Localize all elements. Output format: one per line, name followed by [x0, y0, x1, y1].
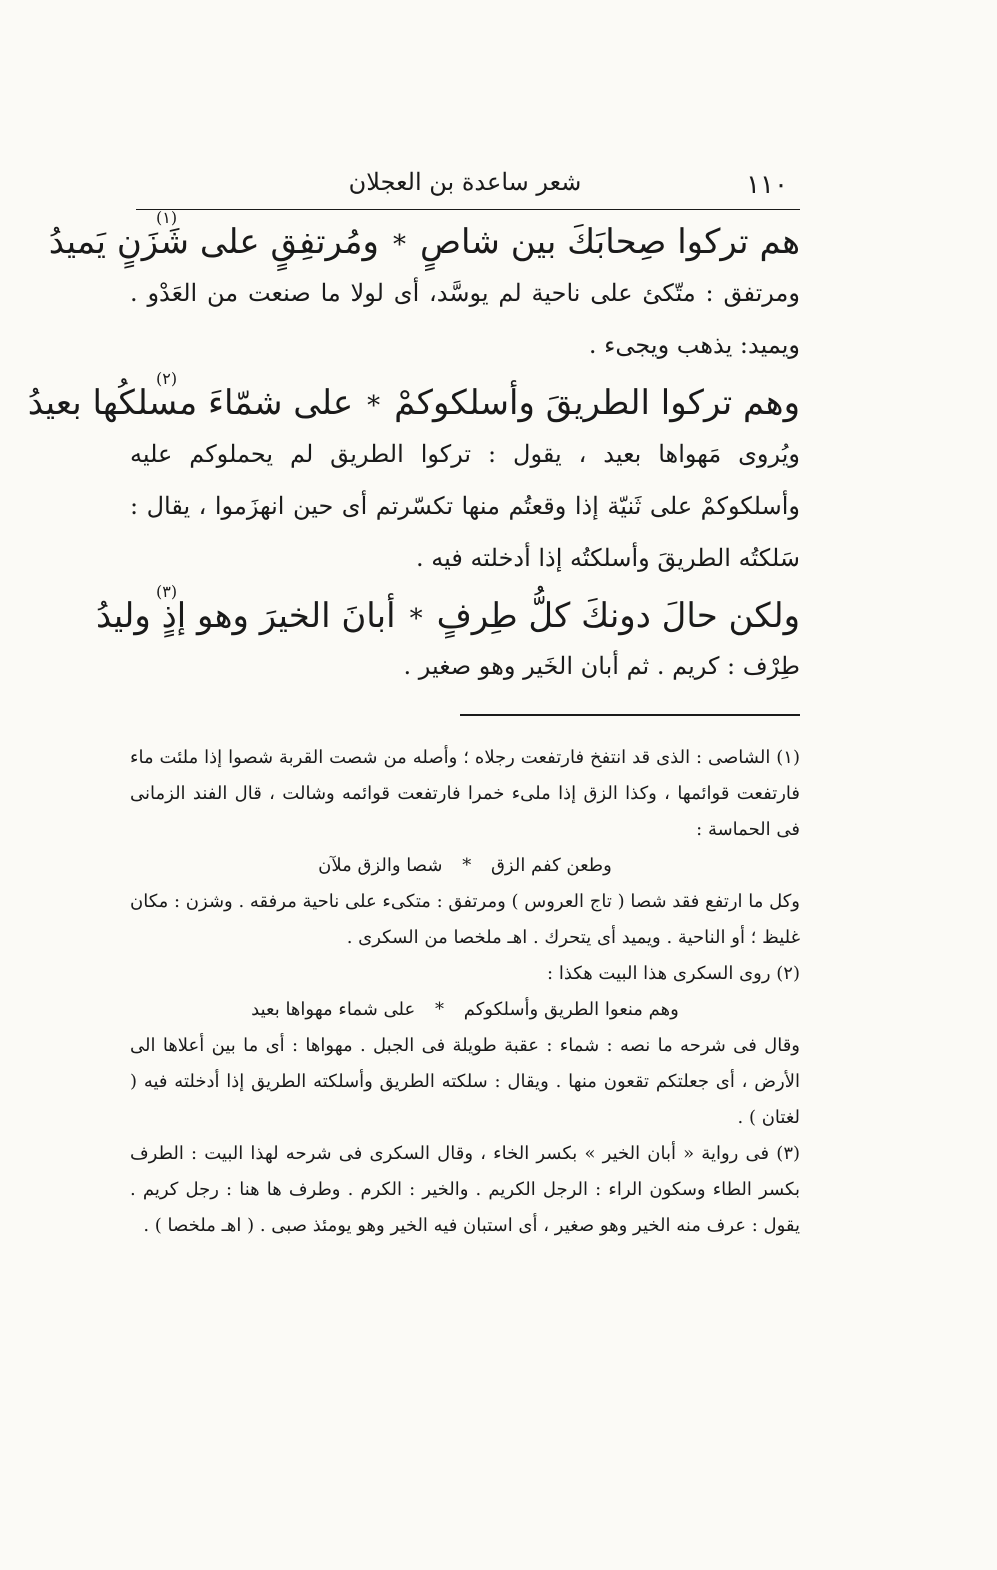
footnote-2-quote — [130, 992, 800, 1028]
verse-2 — [27, 368, 800, 424]
footnote-rule — [460, 714, 800, 716]
verse-3-first-hemistich: ولكن حالَ دونكَ كلُّ طِرفٍ — [436, 595, 800, 636]
verse-3-second-hemistich: أبانَ الخيرَ وهو إذٍ وليدُ — [95, 595, 396, 636]
footnote-marker-3: (٣) — [156, 581, 178, 601]
footnote-1-quote-first: وطعن كفم الزق — [490, 854, 612, 876]
footnotes — [130, 740, 800, 1244]
verse-1-second-hemistich: ومُرتفِقٍ على شَزَنٍ يَميدُ — [48, 222, 379, 262]
footnote-1-quote — [130, 848, 800, 884]
footnote-2: (٢) روى السكرى هذا البيت هكذا : — [547, 962, 800, 984]
footnote-marker-1: (١) — [156, 208, 178, 227]
footnote-marker-2: (٢) — [156, 368, 178, 388]
header-rule — [136, 209, 800, 211]
verse-2-second-hemistich: على شمّاءَ مسلكُها بعيدُ — [27, 382, 354, 423]
running-title: شعر ساعدة بن العجلان — [348, 168, 582, 196]
quote-separator-star: * — [434, 998, 444, 1020]
verse-2-first-hemistich: وهم تركوا الطريقَ وأسلكوكمْ — [394, 382, 800, 423]
verse-separator-star: * — [409, 603, 423, 634]
page-number: ١١٠ — [746, 170, 788, 200]
verse-separator-star: * — [367, 390, 381, 421]
footnote-3: (٣) فى رواية « أبان الخير » بكسر الخاء ، وقال السكرى فى شرحه لهذا البيت : الطرف بكسر الطاء وسكون الراء : الرجل الكريم . والخير : الكرم . وطرف ها هنا : رجل كريم . يقول : عرف منه الخير وهو صغير ، أى استبان فيه الخير وهو يومئذ صبى . ( اهـ ملخصا ) . — [130, 1142, 801, 1236]
gloss-3: طِرْف : كريم . ثم أبان الخَير وهو صغير . — [403, 652, 800, 681]
quote-separator-star: * — [462, 854, 472, 876]
book-page — [27, 160, 801, 1244]
verse-1-first-hemistich: هم تركوا صِحابَكَ بين شاصٍ — [419, 222, 800, 262]
footnote-2-quote-second: على شماء مهواها بعيد — [251, 998, 416, 1020]
verse-separator-star: * — [392, 230, 406, 260]
page-header — [130, 160, 800, 210]
gloss-2: ويُروى مَهواها بعيد ، يقول : تركوا الطريق لم يحملوكم عليه وأسلكوكمْ على ثَنيّة إذا وقعتُم منها تكسّرتم أى حين انهزَموا ، يقال : سَلكتُه الطريقَ وأسلكتُه إذا أدخلته فيه . — [130, 439, 800, 572]
gloss-1: ومرتفق : متّكئ على ناحية لم يوسَّد، أى لولا ما صنعت من العَدْو . ويميد: يذهب ويجىء . — [130, 278, 800, 359]
footnote-1-continuation: وكل ما ارتفع فقد شصا ( تاج العروس ) ومرتفق : متكىء على ناحية مرفقه . وشزن : مكان غليظ ؛ أو الناحية . ويميد أى يتحرك . اهـ ملخصا من السكرى . — [130, 890, 800, 948]
footnote-2-quote-first: وهم منعوا الطريق وأسلكوكم — [463, 998, 679, 1020]
footnote-1: (١) الشاصى : الذى قد انتفخ فارتفعت رجلاه ؛ وأصله من شصت القربة شصوا إذا ملئت ماء فارتفعت قوائمها ، وكذا الزق إذا ملىء خمرا فارتفعت قوائمه وشالت ، قال الفند الزمانى فى الحماسة : — [130, 746, 800, 840]
footnote-1-quote-second: شصا والزق ملآن — [318, 854, 443, 876]
footnote-2-continuation: وقال فى شرحه ما نصه : شماء : عقبة طويلة فى الجبل . مهواها : أى ما بين أعلاها الى الأرض ، أى جعلتكم تقعون منها . ويقال : سلكته الطريق وأسلكته الطريق إذا أدخلته فيه ( لغتان ) . — [130, 1034, 800, 1128]
verse-1 — [48, 208, 800, 263]
verse-3 — [95, 581, 800, 637]
